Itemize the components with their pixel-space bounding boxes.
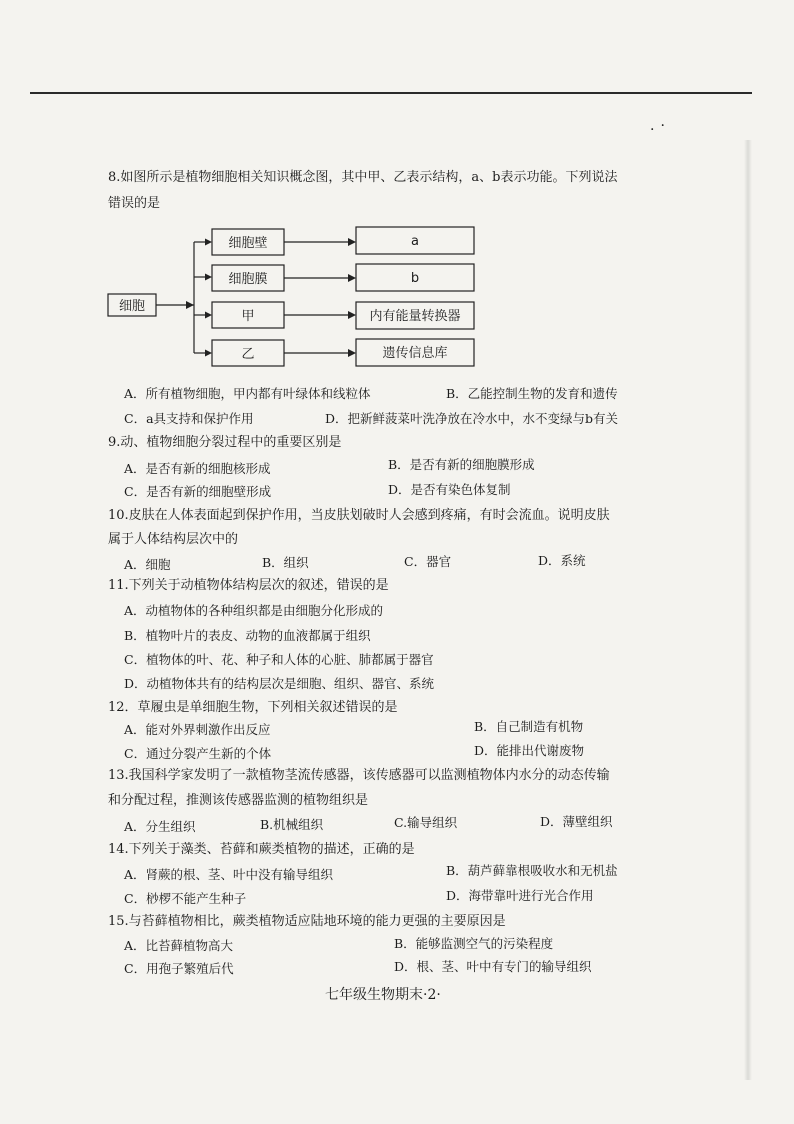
q12-stem: 12．草履虫是单细胞生物，下列相关叙述错误的是 (108, 700, 398, 715)
q11-option-a: A．动植物体的各种组织都是由细胞分化形成的 (124, 603, 384, 618)
q14-option-d: D．海带靠叶进行光合作用 (446, 888, 594, 903)
arrow-head (186, 301, 194, 309)
scan-marks: .· (650, 118, 671, 134)
diagram-structure-1: 细胞壁 (228, 236, 268, 251)
q8-option-d: D．把新鲜菠菜叶洗净放在冷水中，水不变绿与b有关 (325, 411, 619, 426)
q10-option-b: B．组织 (262, 555, 309, 570)
cell-concept-diagram (106, 222, 478, 368)
q8-stem-cont: 错误的是 (108, 196, 161, 211)
q13-stem-cont: 和分配过程，推测该传感器监测的植物组织是 (108, 793, 369, 808)
q12-option-c: C．通过分裂产生新的个体 (124, 746, 272, 761)
q15-stem: 15.与苔藓植物相比，蕨类植物适应陆地环境的能力更强的主要原因是 (108, 914, 506, 929)
arrow-head (348, 311, 356, 319)
q9-option-c: C．是否有新的细胞壁形成 (124, 484, 272, 499)
q11-option-b: B．植物叶片的表皮、动物的血液都属于组织 (124, 628, 371, 643)
q8-option-c: C．a具支持和保护作用 (124, 411, 254, 426)
q9-option-b: B．是否有新的细胞膜形成 (388, 457, 535, 472)
q10-option-c: C．器官 (404, 554, 452, 569)
q12-option-d: D．能排出代谢废物 (474, 743, 585, 758)
arrow-head (205, 239, 212, 246)
q10-stem-cont: 属于人体结构层次中的 (108, 532, 239, 547)
arrow-head (205, 274, 212, 281)
q15-option-c: C．用孢子繁殖后代 (124, 961, 234, 976)
q8-stem: 8.如图所示是植物细胞相关知识概念图，其中甲、乙表示结构，a、b表示功能。下列说法 (108, 170, 618, 185)
q8-option-b: B．乙能控制生物的发育和遗传 (446, 386, 618, 401)
arrow-head (348, 349, 356, 357)
q10-stem: 10.皮肤在人体表面起到保护作用，当皮肤划破时人会感到疼痛，有时会流血。说明皮肤 (108, 508, 610, 523)
q15-option-a: A．比苔藓植物高大 (124, 938, 234, 953)
arrow-head (205, 350, 212, 357)
diagram-structure-3: 甲 (241, 309, 255, 324)
page-footer: 七年级生物期末·2· (325, 987, 441, 1003)
q13-stem: 13.我国科学家发明了一款植物茎流传感器，该传感器可以监测植物体内水分的动态传输 (108, 768, 610, 783)
q14-option-c: C．桫椤不能产生种子 (124, 891, 247, 906)
arrow-head (348, 274, 356, 282)
arrow-head (205, 312, 212, 319)
q15-option-b: B．能够监测空气的污染程度 (394, 936, 554, 951)
diagram-function-1: a (411, 234, 419, 249)
q11-option-c: C．植物体的叶、花、种子和人体的心脏、肺都属于器官 (124, 652, 434, 667)
page-fold-shadow (744, 140, 752, 1080)
q14-option-b: B．葫芦藓靠根吸收水和无机盐 (446, 863, 618, 878)
q8-option-a: A．所有植物细胞，甲内都有叶绿体和线粒体 (124, 386, 371, 401)
q9-stem: 9.动、植物细胞分裂过程中的重要区别是 (108, 435, 342, 450)
q11-option-d: D．动植物体共有的结构层次是细胞、组织、器官、系统 (124, 676, 435, 691)
q9-option-a: A．是否有新的细胞核形成 (124, 461, 271, 476)
diagram-function-3: 内有能量转换器 (369, 309, 461, 324)
q13-option-b: B.机械组织 (260, 817, 324, 832)
diagram-function-2: b (410, 271, 420, 286)
q14-option-a: A．肾蕨的根、茎、叶中没有输导组织 (124, 867, 334, 882)
header-rule (30, 92, 752, 94)
q13-option-a: A．分生组织 (124, 819, 196, 834)
q10-option-a: A．细胞 (124, 557, 171, 572)
q13-option-d: D．薄壁组织 (540, 814, 613, 829)
diagram-root-label: 细胞 (118, 299, 146, 314)
arrow-head (348, 238, 356, 246)
q11-stem: 11.下列关于动植物体结构层次的叙述，错误的是 (108, 578, 389, 593)
q13-option-c: C.输导组织 (394, 815, 458, 830)
q12-option-b: B．自己制造有机物 (474, 719, 584, 734)
diagram-structure-4: 乙 (241, 347, 255, 362)
q9-option-d: D．是否有染色体复制 (388, 482, 511, 497)
q15-option-d: D．根、茎、叶中有专门的输导组织 (394, 959, 592, 974)
q12-option-a: A．能对外界刺激作出反应 (124, 722, 271, 737)
diagram-structure-2: 细胞膜 (228, 272, 268, 287)
diagram-function-4: 遗传信息库 (382, 346, 448, 361)
q10-option-d: D．系统 (538, 553, 586, 568)
q14-stem: 14.下列关于藻类、苔藓和蕨类植物的描述，正确的是 (108, 842, 415, 857)
